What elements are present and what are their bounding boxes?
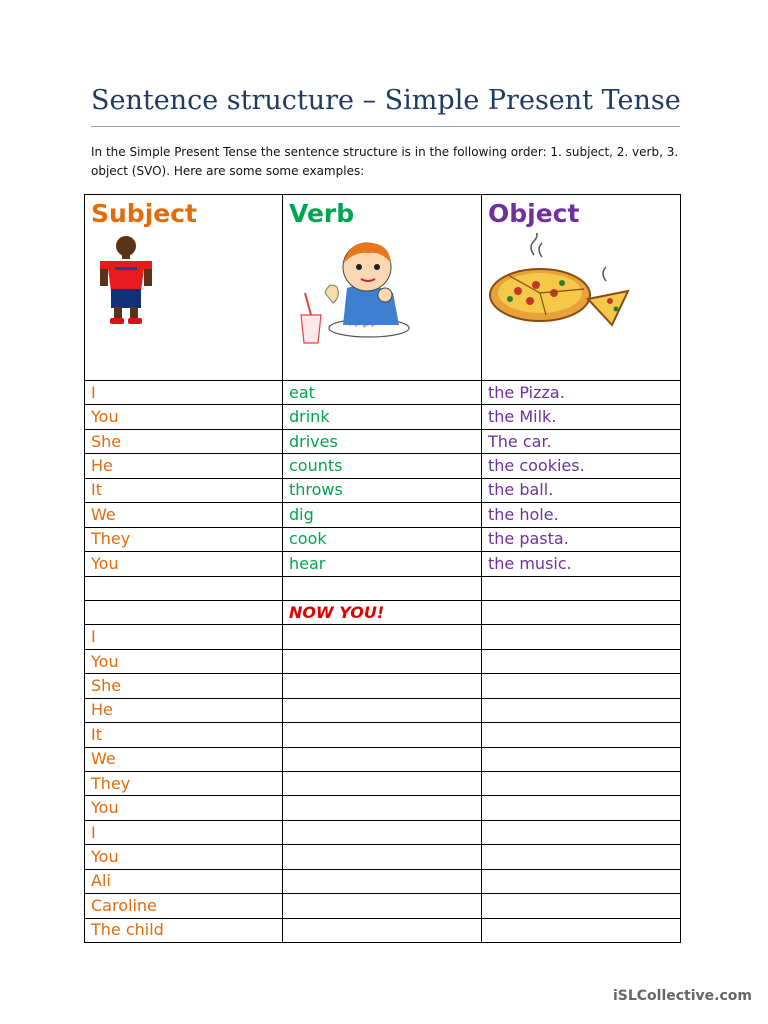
verb-text-cell — [283, 552, 482, 576]
child-eating-icon — [289, 233, 419, 345]
subject-text: She — [91, 431, 122, 451]
blank-cell — [482, 576, 681, 600]
subject-text: I — [91, 382, 96, 402]
header-row — [85, 195, 681, 381]
object-text-cell — [482, 527, 681, 551]
subject-text-cell — [85, 405, 283, 429]
blank-cell — [283, 576, 482, 600]
practice-row — [85, 918, 681, 942]
practice-subject-text-cell — [85, 796, 283, 820]
practice-subject-text-cell — [85, 918, 283, 942]
practice-row — [85, 649, 681, 673]
practice-object-blank-cell — [482, 674, 681, 698]
practice-verb-blank-cell — [283, 820, 482, 844]
practice-verb-blank-cell — [283, 845, 482, 869]
practice-subject-text: You — [91, 847, 119, 867]
practice-subject-text-cell — [85, 698, 283, 722]
example-row — [85, 552, 681, 576]
title-underline — [91, 126, 680, 127]
object-text-cell — [482, 429, 681, 453]
subject-text-cell — [85, 454, 283, 478]
blank-cell — [85, 600, 283, 624]
blank-cell — [85, 576, 283, 600]
subject-text-cell — [85, 478, 283, 502]
practice-object-blank-cell — [482, 747, 681, 771]
object-text-cell — [482, 552, 681, 576]
object-text: the cookies. — [488, 456, 585, 476]
footer-watermark: iSLCollective.com — [612, 988, 752, 1004]
blank-cell — [482, 600, 681, 624]
verb-text: throws — [289, 480, 343, 500]
subject-header: Subject — [91, 199, 197, 228]
verb-text-cell — [283, 527, 482, 551]
verb-header-cell — [283, 195, 482, 381]
now-you-label: NOW YOU! — [289, 602, 385, 622]
practice-subject-text-cell — [85, 674, 283, 698]
practice-row — [85, 698, 681, 722]
practice-row — [85, 747, 681, 771]
verb-text-cell — [283, 381, 482, 405]
verb-text-cell — [283, 429, 482, 453]
practice-subject-text-cell — [85, 894, 283, 918]
practice-subject-text: She — [91, 675, 122, 695]
example-row — [85, 503, 681, 527]
practice-subject-text-cell — [85, 869, 283, 893]
verb-text-cell — [283, 405, 482, 429]
blank-row — [85, 576, 681, 600]
practice-subject-text: Ali — [91, 871, 111, 891]
boy-figure-icon — [91, 233, 161, 329]
verb-text-cell — [283, 454, 482, 478]
practice-subject-text-cell — [85, 845, 283, 869]
practice-object-blank-cell — [482, 845, 681, 869]
practice-object-blank-cell — [482, 869, 681, 893]
verb-text: hear — [289, 553, 326, 573]
practice-row — [85, 796, 681, 820]
practice-verb-blank-cell — [283, 649, 482, 673]
intro-text: In the Simple Present Tense the sentence structure is in the following order: 1. subject, 2. verb, 3. object (SVO). Here are some some examples: — [91, 145, 679, 178]
practice-object-blank-cell — [482, 723, 681, 747]
example-row — [85, 454, 681, 478]
subject-text: We — [91, 504, 116, 524]
object-text-cell — [482, 381, 681, 405]
now-you-label-cell — [283, 600, 482, 624]
subject-text: They — [91, 529, 131, 549]
verb-text: cook — [289, 529, 327, 549]
verb-header: Verb — [289, 199, 355, 228]
practice-subject-text: He — [91, 700, 113, 720]
verb-text: drives — [289, 431, 338, 451]
object-text: the pasta. — [488, 529, 569, 549]
verb-text-cell — [283, 503, 482, 527]
practice-verb-blank-cell — [283, 894, 482, 918]
verb-text: eat — [289, 382, 315, 402]
practice-verb-blank-cell — [283, 918, 482, 942]
practice-row — [85, 845, 681, 869]
practice-verb-blank-cell — [283, 698, 482, 722]
practice-subject-text-cell — [85, 772, 283, 796]
object-text: the Milk. — [488, 407, 557, 427]
practice-verb-blank-cell — [283, 625, 482, 649]
practice-object-blank-cell — [482, 918, 681, 942]
object-text-cell — [482, 454, 681, 478]
practice-subject-text-cell — [85, 723, 283, 747]
practice-row — [85, 894, 681, 918]
subject-text-cell — [85, 527, 283, 551]
practice-row — [85, 772, 681, 796]
practice-subject-text: Caroline — [91, 895, 157, 915]
practice-object-blank-cell — [482, 772, 681, 796]
practice-subject-text: It — [91, 724, 102, 744]
practice-subject-text: I — [91, 822, 96, 842]
example-row — [85, 429, 681, 453]
object-text-cell — [482, 405, 681, 429]
practice-verb-blank-cell — [283, 796, 482, 820]
practice-subject-text: You — [91, 798, 119, 818]
practice-row — [85, 674, 681, 698]
now-you-row — [85, 600, 681, 624]
example-row — [85, 527, 681, 551]
example-row — [85, 478, 681, 502]
practice-verb-blank-cell — [283, 723, 482, 747]
subject-text: It — [91, 480, 102, 500]
subject-text-cell — [85, 429, 283, 453]
subject-header-cell — [85, 195, 283, 381]
page-title: Sentence structure – Simple Present Tense — [91, 85, 681, 116]
practice-subject-text: The child — [91, 920, 164, 940]
practice-object-blank-cell — [482, 820, 681, 844]
practice-verb-blank-cell — [283, 674, 482, 698]
practice-verb-blank-cell — [283, 747, 482, 771]
object-text: the hole. — [488, 504, 559, 524]
subject-text-cell — [85, 503, 283, 527]
object-header: Object — [488, 199, 580, 228]
object-text: The car. — [488, 431, 552, 451]
object-text: the music. — [488, 553, 572, 573]
object-text-cell — [482, 478, 681, 502]
practice-row — [85, 625, 681, 649]
practice-object-blank-cell — [482, 649, 681, 673]
practice-subject-text: You — [91, 651, 119, 671]
verb-text: counts — [289, 456, 343, 476]
svo-table — [84, 194, 681, 943]
verb-text: drink — [289, 407, 330, 427]
practice-object-blank-cell — [482, 698, 681, 722]
practice-subject-text-cell — [85, 747, 283, 771]
subject-text-cell — [85, 381, 283, 405]
practice-object-blank-cell — [482, 625, 681, 649]
subject-text: He — [91, 456, 113, 476]
practice-subject-text-cell — [85, 649, 283, 673]
object-text-cell — [482, 503, 681, 527]
practice-verb-blank-cell — [283, 772, 482, 796]
practice-subject-text-cell — [85, 625, 283, 649]
practice-object-blank-cell — [482, 796, 681, 820]
practice-row — [85, 820, 681, 844]
object-text: the Pizza. — [488, 382, 565, 402]
example-row — [85, 405, 681, 429]
object-header-cell — [482, 195, 681, 381]
verb-text: dig — [289, 504, 314, 524]
subject-text: You — [91, 553, 119, 573]
practice-object-blank-cell — [482, 894, 681, 918]
verb-text-cell — [283, 478, 482, 502]
practice-subject-text: I — [91, 627, 96, 647]
example-row — [85, 381, 681, 405]
practice-row — [85, 723, 681, 747]
practice-subject-text: We — [91, 749, 116, 769]
object-text: the ball. — [488, 480, 554, 500]
practice-subject-text-cell — [85, 820, 283, 844]
subject-text-cell — [85, 552, 283, 576]
practice-verb-blank-cell — [283, 869, 482, 893]
pizza-icon — [488, 233, 638, 329]
subject-text: You — [91, 407, 119, 427]
practice-subject-text: They — [91, 773, 131, 793]
practice-row — [85, 869, 681, 893]
